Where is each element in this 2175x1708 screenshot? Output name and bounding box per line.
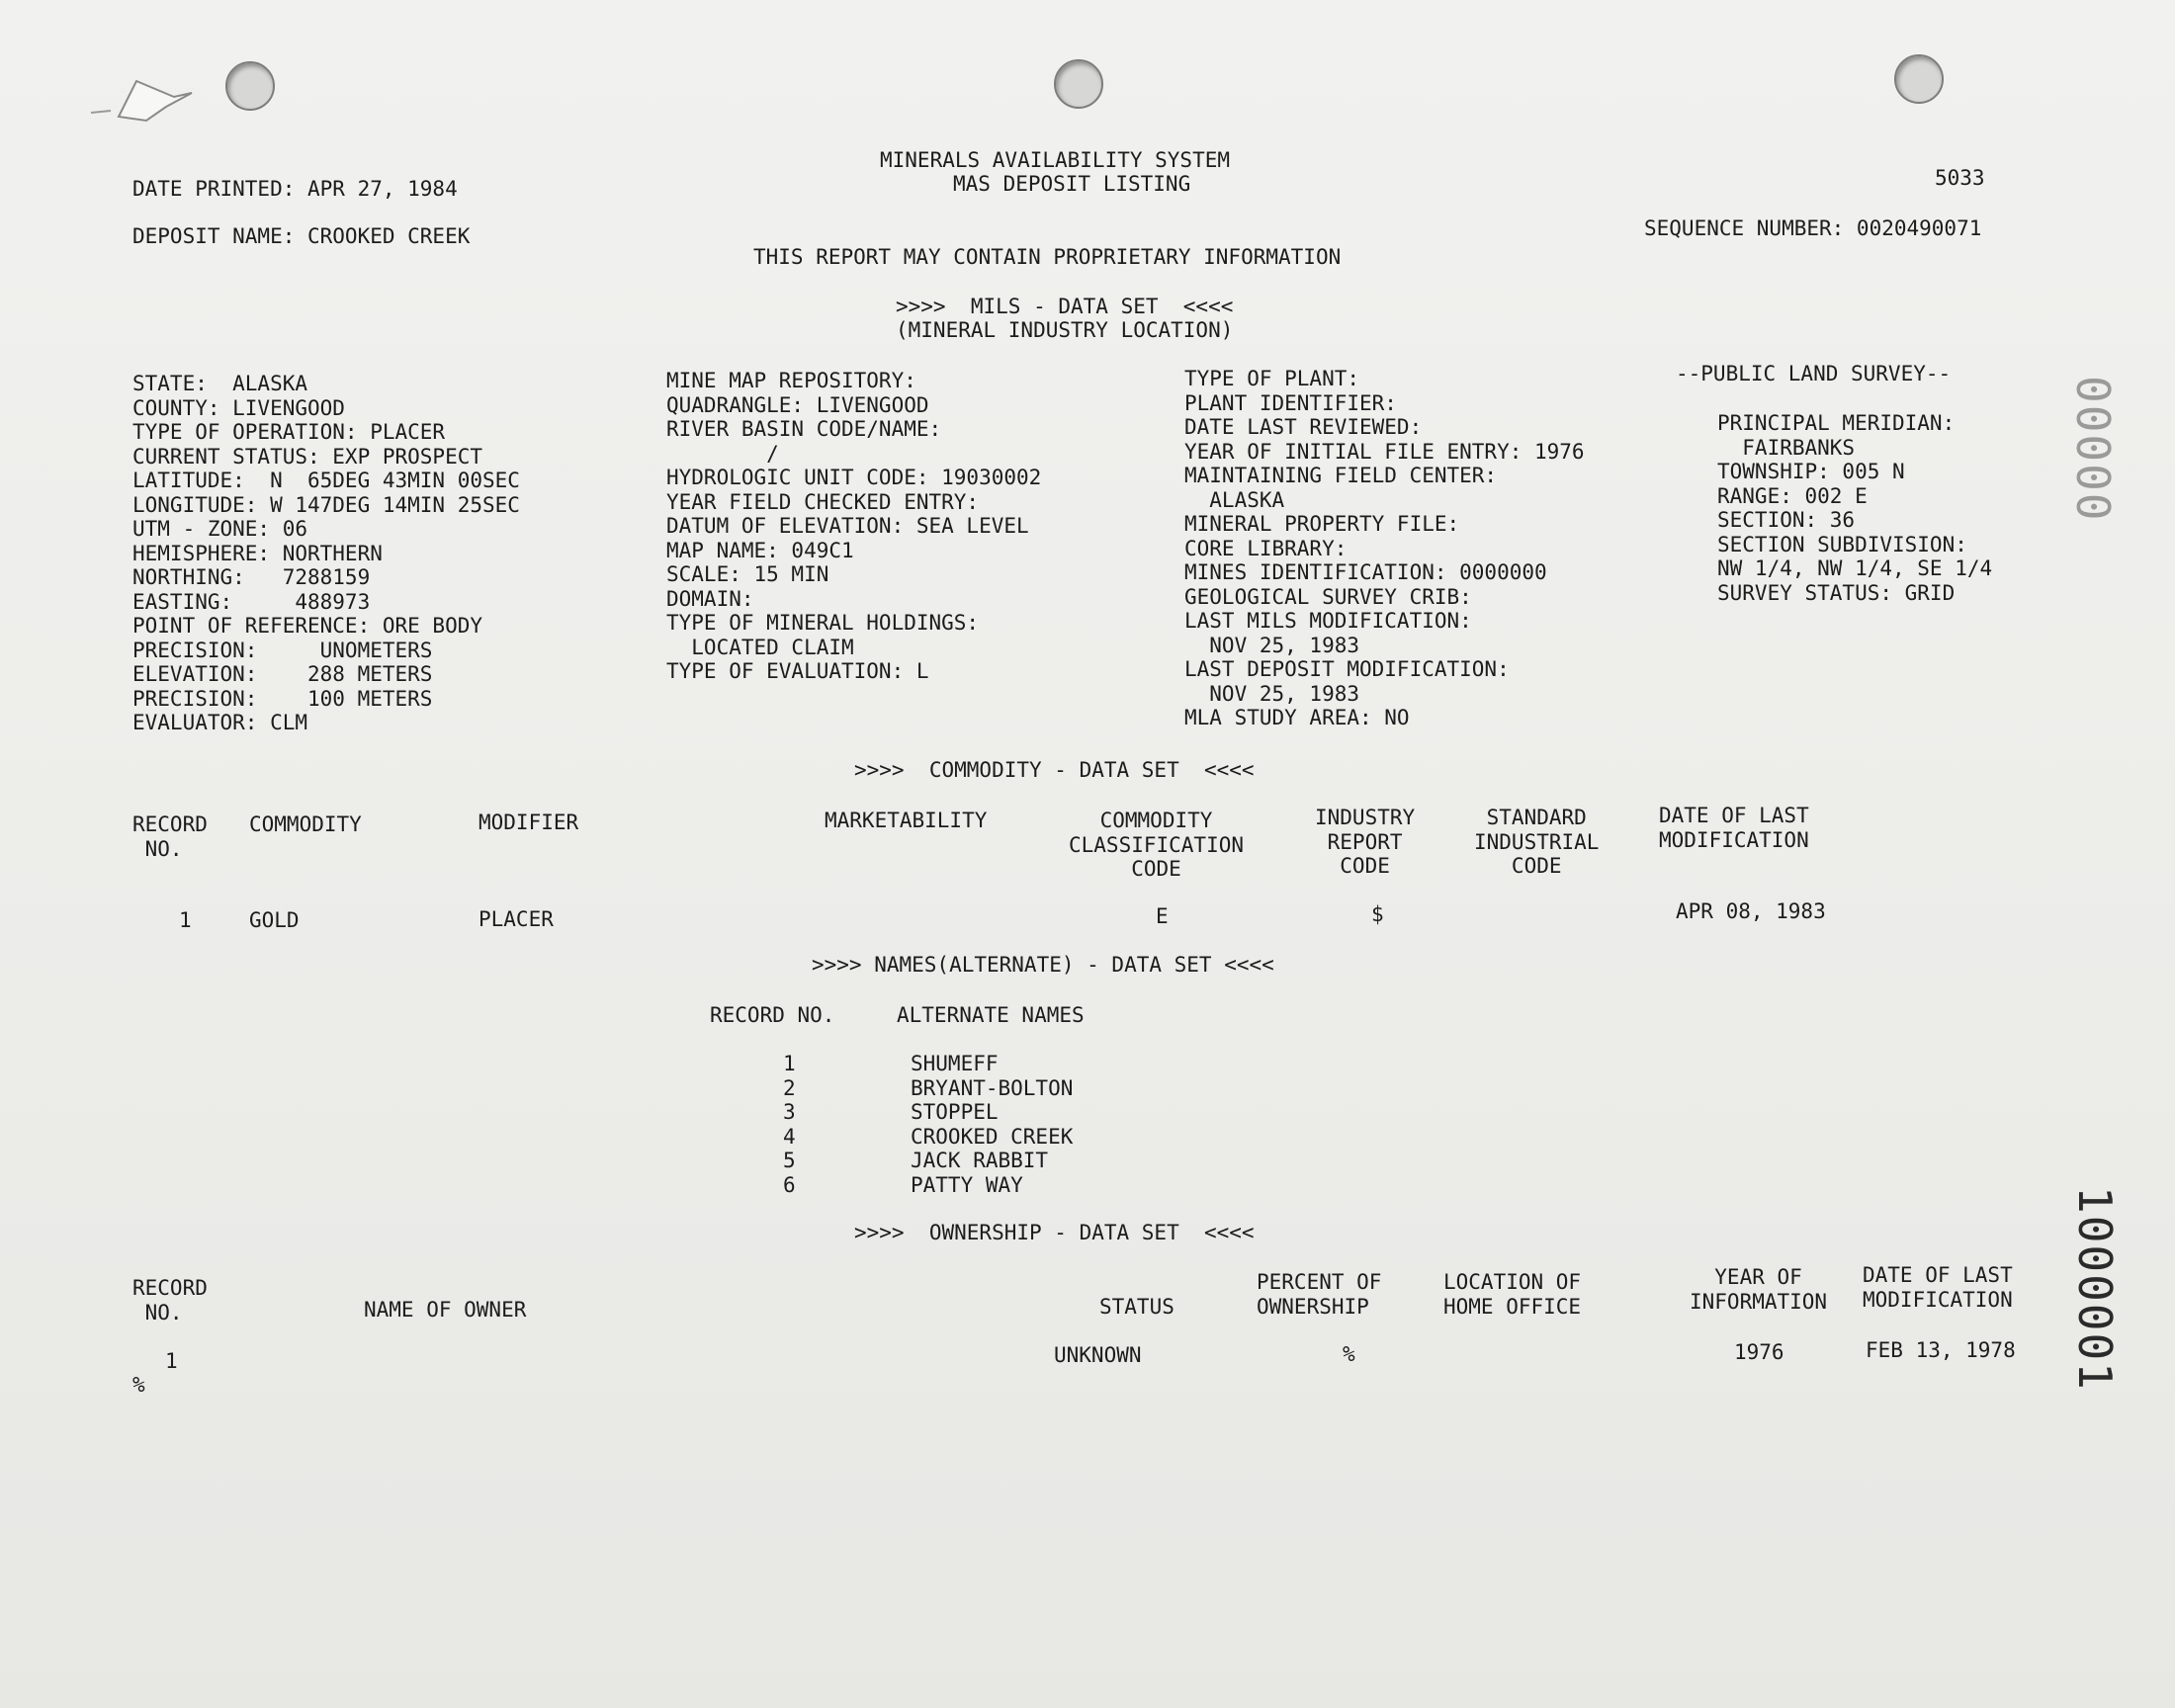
ownership-col-record: RECORD NO. xyxy=(132,1276,208,1324)
commodity-classification: E xyxy=(1156,904,1169,928)
elevation-precision-field: PRECISION: 100 METERS xyxy=(132,686,433,711)
scale-field: SCALE: 15 MIN xyxy=(666,562,829,586)
datum-of-elevation-field: DATUM OF ELEVATION: SEA LEVEL xyxy=(666,514,1029,538)
ownership-trailer: % xyxy=(132,1373,145,1397)
last-mils-modification-field: LAST MILS MODIFICATION: xyxy=(1184,609,1472,633)
list-item: PATTY WAY xyxy=(911,1172,1023,1197)
margin-stamp-lower: 1000001 xyxy=(2068,1186,2122,1392)
principal-meridian-value: FAIRBANKS xyxy=(1717,435,1856,460)
geological-survey-crib-field: GEOLOGICAL SURVEY CRIB: xyxy=(1184,584,1472,609)
ownership-record-no: 1 xyxy=(165,1349,178,1373)
list-item: CROOKED CREEK xyxy=(911,1124,1074,1149)
listing-title: MAS DEPOSIT LISTING xyxy=(953,172,1191,196)
ownership-date: FEB 13, 1978 xyxy=(1866,1338,2016,1362)
section-subdivision-value: NW 1/4, NW 1/4, SE 1/4 xyxy=(1717,556,1993,580)
evaluator-field: EVALUATOR: CLM xyxy=(132,711,308,734)
ownership-col-status: STATUS xyxy=(1099,1295,1174,1319)
state-field: STATE: ALASKA xyxy=(132,372,308,395)
public-land-survey-heading: --PUBLIC LAND SURVEY-- xyxy=(1676,362,1952,385)
elevation-field: ELEVATION: 288 METERS xyxy=(132,662,433,686)
page-number: 5033 xyxy=(1935,166,1985,190)
date-printed: DATE PRINTED: APR 27, 1984 xyxy=(132,177,458,201)
list-item: BRYANT-BOLTON xyxy=(911,1075,1074,1100)
names-values xyxy=(911,1052,1073,1197)
type-of-evaluation-field: TYPE OF EVALUATION: L xyxy=(666,659,929,683)
commodity-col-industry: INDUSTRY REPORT CODE xyxy=(1315,806,1416,878)
last-deposit-modification-field: LAST DEPOSIT MODIFICATION: xyxy=(1184,657,1510,681)
commodity-industry: $ xyxy=(1371,902,1384,926)
list-item: 4 xyxy=(783,1124,796,1149)
names-numbers xyxy=(783,1052,796,1197)
mla-study-area-field: MLA STUDY AREA: NO xyxy=(1184,706,1410,729)
hydrologic-unit-field: HYDROLOGIC UNIT CODE: 19030002 xyxy=(666,466,1042,489)
section-field: SECTION: 36 xyxy=(1717,508,1856,532)
survey-status-field: SURVEY STATUS: GRID xyxy=(1717,580,1956,605)
northing-field: NORTHING: 7288159 xyxy=(132,565,371,589)
mils-subheading: (MINERAL INDUSTRY LOCATION) xyxy=(896,318,1234,342)
initial-file-entry-field: YEAR OF INITIAL FILE ENTRY: 1976 xyxy=(1184,439,1585,464)
commodity-col-sic: STANDARD INDUSTRIAL CODE xyxy=(1474,806,1600,878)
commodity-col-commodity: COMMODITY xyxy=(249,812,362,836)
mils-heading: >>>> MILS - DATA SET <<<< xyxy=(896,295,1234,318)
list-item: 5 xyxy=(783,1149,796,1172)
names-col-names: ALTERNATE NAMES xyxy=(897,1003,1085,1027)
list-item: STOPPEL xyxy=(911,1100,999,1124)
range-field: RANGE: 002 E xyxy=(1717,483,1868,508)
list-item: JACK RABBIT xyxy=(911,1149,1049,1172)
punch-hole-right xyxy=(1894,54,1944,104)
mineral-property-file-field: MINERAL PROPERTY FILE: xyxy=(1184,512,1460,536)
commodity-col-classification: COMMODITY CLASSIFICATION CODE xyxy=(1069,809,1245,881)
longitude-field: LONGITUDE: W 147DEG 14MIN 25SEC xyxy=(132,492,520,517)
maintaining-field-center-field: MAINTAINING FIELD CENTER: xyxy=(1184,464,1498,487)
list-item: 3 xyxy=(783,1100,796,1124)
county-field: COUNTY: LIVENGOOD xyxy=(132,395,345,420)
proprietary-notice: THIS REPORT MAY CONTAIN PROPRIETARY INFORMATION xyxy=(753,245,1342,269)
section-subdivision-field: SECTION SUBDIVISION: xyxy=(1717,532,1967,556)
commodity-record-no: 1 xyxy=(179,908,192,932)
torn-corner-mark xyxy=(89,69,208,128)
ownership-col-date: DATE OF LAST MODIFICATION xyxy=(1863,1263,2013,1312)
commodity-modifier: PLACER xyxy=(478,907,554,931)
latitude-field: LATITUDE: N 65DEG 43MIN 00SEC xyxy=(132,469,520,492)
mils-plant-column xyxy=(1184,367,1585,730)
quadrangle-field: QUADRANGLE: LIVENGOOD xyxy=(666,392,929,417)
mils-location-column xyxy=(132,372,520,735)
punch-hole-center xyxy=(1054,59,1103,109)
easting-field: EASTING: 488973 xyxy=(132,589,371,614)
mines-identification-field: MINES IDENTIFICATION: 0000000 xyxy=(1184,560,1547,584)
system-title: MINERALS AVAILABILITY SYSTEM xyxy=(880,148,1231,172)
core-library-field: CORE LIBRARY: xyxy=(1184,536,1348,560)
mineral-holdings-value: LOCATED CLAIM xyxy=(666,635,854,659)
river-basin-field: RIVER BASIN CODE/NAME: xyxy=(666,417,942,441)
ownership-heading: >>>> OWNERSHIP - DATA SET <<<< xyxy=(854,1221,1255,1244)
names-col-record: RECORD NO. xyxy=(710,1003,835,1027)
maintaining-field-center-value: ALASKA xyxy=(1184,487,1285,512)
hemisphere-field: HEMISPHERE: NORTHERN xyxy=(132,541,383,565)
operation-type-field: TYPE OF OPERATION: PLACER xyxy=(132,420,446,444)
last-mils-modification-value: NOV 25, 1983 xyxy=(1184,633,1360,657)
domain-field: DOMAIN: xyxy=(666,586,754,611)
public-land-survey-column xyxy=(1717,411,1992,605)
deposit-name: DEPOSIT NAME: CROOKED CREEK xyxy=(132,224,471,248)
type-of-plant-field: TYPE OF PLANT: xyxy=(1184,367,1360,390)
list-item: 6 xyxy=(783,1172,796,1197)
map-name-field: MAP NAME: 049C1 xyxy=(666,538,854,562)
year-field-checked-field: YEAR FIELD CHECKED ENTRY: xyxy=(666,489,980,514)
ownership-col-owner: NAME OF OWNER xyxy=(364,1298,527,1322)
ownership-year: 1976 xyxy=(1734,1340,1784,1364)
mils-map-column xyxy=(666,369,1041,684)
sequence-number: SEQUENCE NUMBER: 0020490071 xyxy=(1644,216,1982,240)
list-item: 2 xyxy=(783,1075,796,1100)
commodity-col-marketability: MARKETABILITY xyxy=(825,809,988,832)
date-last-reviewed-field: DATE LAST REVIEWED: xyxy=(1184,415,1423,439)
mine-map-repository-field: MINE MAP REPOSITORY: xyxy=(666,369,916,392)
ownership-status: UNKNOWN xyxy=(1054,1343,1142,1367)
margin-stamp-upper: 00000 xyxy=(2066,376,2120,523)
precision-field: PRECISION: UNOMETERS xyxy=(132,638,433,662)
commodity-heading: >>>> COMMODITY - DATA SET <<<< xyxy=(854,758,1255,782)
current-status-field: CURRENT STATUS: EXP PROSPECT xyxy=(132,444,483,469)
ownership-col-percent: PERCENT OF OWNERSHIP xyxy=(1257,1270,1382,1319)
principal-meridian-field: PRINCIPAL MERIDIAN: xyxy=(1717,411,1956,435)
list-item: SHUMEFF xyxy=(911,1052,999,1075)
mineral-holdings-field: TYPE OF MINERAL HOLDINGS: xyxy=(666,611,980,635)
commodity-date: APR 08, 1983 xyxy=(1676,899,1826,923)
punch-hole-left xyxy=(225,61,275,111)
plant-identifier-field: PLANT IDENTIFIER: xyxy=(1184,390,1397,415)
township-field: TOWNSHIP: 005 N xyxy=(1717,460,1905,483)
ownership-col-year: YEAR OF INFORMATION xyxy=(1690,1265,1828,1314)
list-item: 1 xyxy=(783,1052,796,1075)
last-deposit-modification-value: NOV 25, 1983 xyxy=(1184,681,1360,706)
commodity-name: GOLD xyxy=(249,908,300,932)
point-of-reference-field: POINT OF REFERENCE: ORE BODY xyxy=(132,614,483,638)
names-heading: >>>> NAMES(ALTERNATE) - DATA SET <<<< xyxy=(812,953,1274,977)
commodity-col-modifier: MODIFIER xyxy=(478,811,579,834)
ownership-percent: % xyxy=(1343,1342,1355,1366)
utm-zone-field: UTM - ZONE: 06 xyxy=(132,517,308,541)
ownership-col-location: LOCATION OF HOME OFFICE xyxy=(1443,1270,1582,1319)
commodity-col-date: DATE OF LAST MODIFICATION xyxy=(1659,804,1809,852)
commodity-col-record: RECORD NO. xyxy=(132,812,208,861)
river-basin-value: / xyxy=(666,441,779,466)
